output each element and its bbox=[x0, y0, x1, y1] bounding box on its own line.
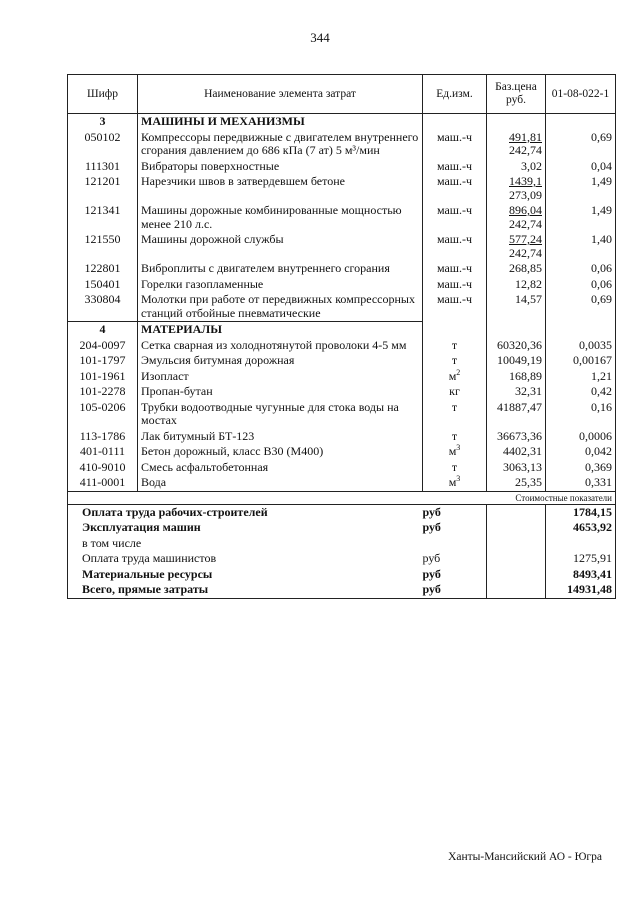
row-unit bbox=[423, 322, 487, 338]
row-name: Вибраторы поверхностные bbox=[138, 159, 423, 175]
row-unit: маш.-ч bbox=[423, 292, 487, 322]
row-qty: 0,04 bbox=[546, 159, 616, 175]
table-row bbox=[68, 353, 616, 369]
row-price: 36673,36 bbox=[487, 429, 546, 445]
table-row bbox=[68, 261, 616, 277]
row-unit: маш.-ч bbox=[423, 159, 487, 175]
row-code: 122801 bbox=[68, 261, 138, 277]
section-number: 3 bbox=[68, 114, 138, 130]
row-name: Бетон дорожный, класс В30 (М400) bbox=[138, 444, 423, 460]
summary-unit: руб bbox=[423, 504, 487, 520]
summary-label: Оплата труда машинистов bbox=[68, 551, 423, 567]
row-unit: маш.-ч bbox=[423, 174, 487, 203]
row-name: Сетка сварная из холоднотянутой проволоки 4-5 мм bbox=[138, 338, 423, 354]
page-number: 344 bbox=[310, 30, 330, 45]
row-price: 168,89 bbox=[487, 369, 546, 385]
row-price bbox=[487, 130, 546, 159]
summary-unit: руб bbox=[423, 567, 487, 583]
table-row bbox=[68, 203, 616, 232]
row-price-current: 896,04 bbox=[509, 203, 542, 217]
row-code: 121201 bbox=[68, 174, 138, 203]
summary-row bbox=[68, 520, 616, 536]
row-unit bbox=[423, 114, 487, 130]
row-price bbox=[487, 114, 546, 130]
row-code: 411-0001 bbox=[68, 475, 138, 491]
summary-empty bbox=[487, 582, 546, 598]
row-price-current: 491,81 bbox=[509, 129, 542, 144]
row-price-base: 242,74 bbox=[509, 143, 542, 157]
row-price-base: 273,09 bbox=[509, 187, 542, 202]
row-qty: 0,16 bbox=[546, 400, 616, 429]
header-price bbox=[487, 75, 546, 114]
row-qty: 0,042 bbox=[546, 444, 616, 460]
header-code: Шифр bbox=[68, 75, 138, 114]
summary-unit bbox=[423, 536, 487, 552]
summary-label: Оплата труда рабочих-строителей bbox=[68, 504, 423, 520]
row-code: 105-0206 bbox=[68, 400, 138, 429]
row-name: Молотки при работе от передвижных компрессорных станций отбойные пневматические bbox=[138, 292, 423, 322]
row-qty bbox=[546, 114, 616, 130]
table-row bbox=[68, 174, 616, 203]
summary-value: 1784,15 bbox=[546, 504, 616, 520]
row-code: 121550 bbox=[68, 232, 138, 261]
row-unit: $м^3$ bbox=[423, 475, 487, 491]
row-qty: 1,49 bbox=[546, 203, 616, 232]
table-row bbox=[68, 400, 616, 429]
row-price: 10049,19 bbox=[487, 353, 546, 369]
row-unit: маш.-ч bbox=[423, 232, 487, 261]
row-qty bbox=[546, 322, 616, 338]
summary-empty bbox=[487, 536, 546, 552]
section-row bbox=[68, 114, 616, 130]
row-price bbox=[487, 232, 546, 261]
summary-caption: Стоимостные показатели bbox=[68, 491, 616, 504]
table-row bbox=[68, 429, 616, 445]
section-title: МАШИНЫ И МЕХАНИЗМЫ bbox=[138, 114, 423, 130]
row-unit: $м^3$ bbox=[423, 444, 487, 460]
row-qty: 0,69 bbox=[546, 292, 616, 322]
summary-row bbox=[68, 504, 616, 520]
row-qty: 0,69 bbox=[546, 130, 616, 159]
summary-label: Материальные ресурсы bbox=[68, 567, 423, 583]
row-name: Смесь асфальтобетонная bbox=[138, 460, 423, 476]
summary-value bbox=[546, 536, 616, 552]
row-code: 121341 bbox=[68, 203, 138, 232]
table-row bbox=[68, 460, 616, 476]
row-qty: 0,00167 bbox=[546, 353, 616, 369]
row-unit: т bbox=[423, 429, 487, 445]
row-price: 14,57 bbox=[487, 292, 546, 322]
row-name: Машины дорожной службы bbox=[138, 232, 423, 261]
row-code: 150401 bbox=[68, 277, 138, 293]
table-row bbox=[68, 475, 616, 491]
row-price bbox=[487, 322, 546, 338]
row-qty: 0,42 bbox=[546, 384, 616, 400]
row-unit: маш.-ч bbox=[423, 203, 487, 232]
summary-unit: руб bbox=[423, 520, 487, 536]
row-price-current: 1439,1 bbox=[509, 174, 542, 188]
row-qty: 0,06 bbox=[546, 277, 616, 293]
summary-unit: руб bbox=[423, 582, 487, 598]
header-price-line2: руб. bbox=[506, 94, 526, 106]
row-price-base: 242,74 bbox=[509, 216, 542, 231]
header-unit: Ед.изм. bbox=[423, 75, 487, 114]
header-norm: 01-08-022-1 bbox=[546, 75, 616, 114]
row-qty: 0,0035 bbox=[546, 338, 616, 354]
summary-row bbox=[68, 536, 616, 552]
row-qty: 0,0006 bbox=[546, 429, 616, 445]
summary-empty bbox=[487, 551, 546, 567]
row-unit: маш.-ч bbox=[423, 261, 487, 277]
row-unit: т bbox=[423, 353, 487, 369]
summary-row bbox=[68, 567, 616, 583]
table-row bbox=[68, 338, 616, 354]
row-name: Изопласт bbox=[138, 369, 423, 385]
row-unit: $м^2$ bbox=[423, 369, 487, 385]
row-price: 60320,36 bbox=[487, 338, 546, 354]
row-price: 25,35 bbox=[487, 475, 546, 491]
table-row bbox=[68, 384, 616, 400]
row-unit: кг bbox=[423, 384, 487, 400]
row-code: 113-1786 bbox=[68, 429, 138, 445]
row-qty: 1,40 bbox=[546, 232, 616, 261]
row-name: Трубки водоотводные чугунные для стока воды на мостах bbox=[138, 400, 423, 429]
row-name: Машины дорожные комбинированные мощностью менее 210 л.с. bbox=[138, 203, 423, 232]
table-row bbox=[68, 159, 616, 175]
summary-caption-row bbox=[68, 491, 616, 504]
row-price: 4402,31 bbox=[487, 444, 546, 460]
header-price-line1: Баз.цена bbox=[495, 81, 537, 93]
row-qty: 1,49 bbox=[546, 174, 616, 203]
row-name: Нарезчики швов в затвердевшем бетоне bbox=[138, 174, 423, 203]
section-row bbox=[68, 322, 616, 338]
row-name: Горелки газопламенные bbox=[138, 277, 423, 293]
row-name: Эмульсия битумная дорожная bbox=[138, 353, 423, 369]
row-code: 410-9010 bbox=[68, 460, 138, 476]
section-title: МАТЕРИАЛЫ bbox=[138, 322, 423, 338]
row-qty: 0,369 bbox=[546, 460, 616, 476]
row-name: Вода bbox=[138, 475, 423, 491]
row-code: 401-0111 bbox=[68, 444, 138, 460]
footer-region: Ханты-Мансийский АО - Югра bbox=[448, 851, 602, 863]
summary-empty bbox=[487, 520, 546, 536]
summary-value: 14931,48 bbox=[546, 582, 616, 598]
row-code: 330804 bbox=[68, 292, 138, 322]
row-name: Пропан-бутан bbox=[138, 384, 423, 400]
estimate-table bbox=[67, 74, 616, 599]
row-price: 268,85 bbox=[487, 261, 546, 277]
row-price: 12,82 bbox=[487, 277, 546, 293]
table-row bbox=[68, 292, 616, 322]
table-row bbox=[68, 130, 616, 159]
row-code: 111301 bbox=[68, 159, 138, 175]
row-qty: 0,331 bbox=[546, 475, 616, 491]
summary-label: Эксплуатация машин bbox=[68, 520, 423, 536]
row-unit: маш.-ч bbox=[423, 277, 487, 293]
row-name: Лак битумный БТ-123 bbox=[138, 429, 423, 445]
row-price-base: 242,74 bbox=[509, 245, 542, 260]
row-unit: т bbox=[423, 400, 487, 429]
summary-value: 4653,92 bbox=[546, 520, 616, 536]
row-code: 101-1961 bbox=[68, 369, 138, 385]
table-row bbox=[68, 369, 616, 385]
row-price: 41887,47 bbox=[487, 400, 546, 429]
header-name: Наименование элемента затрат bbox=[138, 75, 423, 114]
row-price: 32,31 bbox=[487, 384, 546, 400]
row-unit: т bbox=[423, 460, 487, 476]
summary-empty bbox=[487, 567, 546, 583]
row-price-current: 577,24 bbox=[509, 232, 542, 246]
section-number: 4 bbox=[68, 322, 138, 338]
row-code: 204-0097 bbox=[68, 338, 138, 354]
summary-row bbox=[68, 551, 616, 567]
summary-value: 1275,91 bbox=[546, 551, 616, 567]
summary-label: Всего, прямые затраты bbox=[68, 582, 423, 598]
summary-unit: руб bbox=[423, 551, 487, 567]
row-code: 101-1797 bbox=[68, 353, 138, 369]
table-row bbox=[68, 277, 616, 293]
table-header-row bbox=[68, 75, 616, 114]
row-name: Виброплиты с двигателем внутреннего сгорания bbox=[138, 261, 423, 277]
row-price bbox=[487, 203, 546, 232]
summary-empty bbox=[487, 504, 546, 520]
row-price bbox=[487, 174, 546, 203]
row-name: Компрессоры передвижные с двигателем внутреннего сгорания давлением до 686 кПа (7 ат) 5 м³/мин bbox=[138, 130, 423, 159]
table-row bbox=[68, 232, 616, 261]
row-unit: т bbox=[423, 338, 487, 354]
row-unit: маш.-ч bbox=[423, 130, 487, 159]
table-row bbox=[68, 444, 616, 460]
summary-row bbox=[68, 582, 616, 598]
row-price: 3,02 bbox=[487, 159, 546, 175]
row-qty: 0,06 bbox=[546, 261, 616, 277]
summary-label: в том числе bbox=[68, 536, 423, 552]
summary-value: 8493,41 bbox=[546, 567, 616, 583]
row-code: 050102 bbox=[68, 130, 138, 159]
row-price: 3063,13 bbox=[487, 460, 546, 476]
row-qty: 1,21 bbox=[546, 369, 616, 385]
row-code: 101-2278 bbox=[68, 384, 138, 400]
